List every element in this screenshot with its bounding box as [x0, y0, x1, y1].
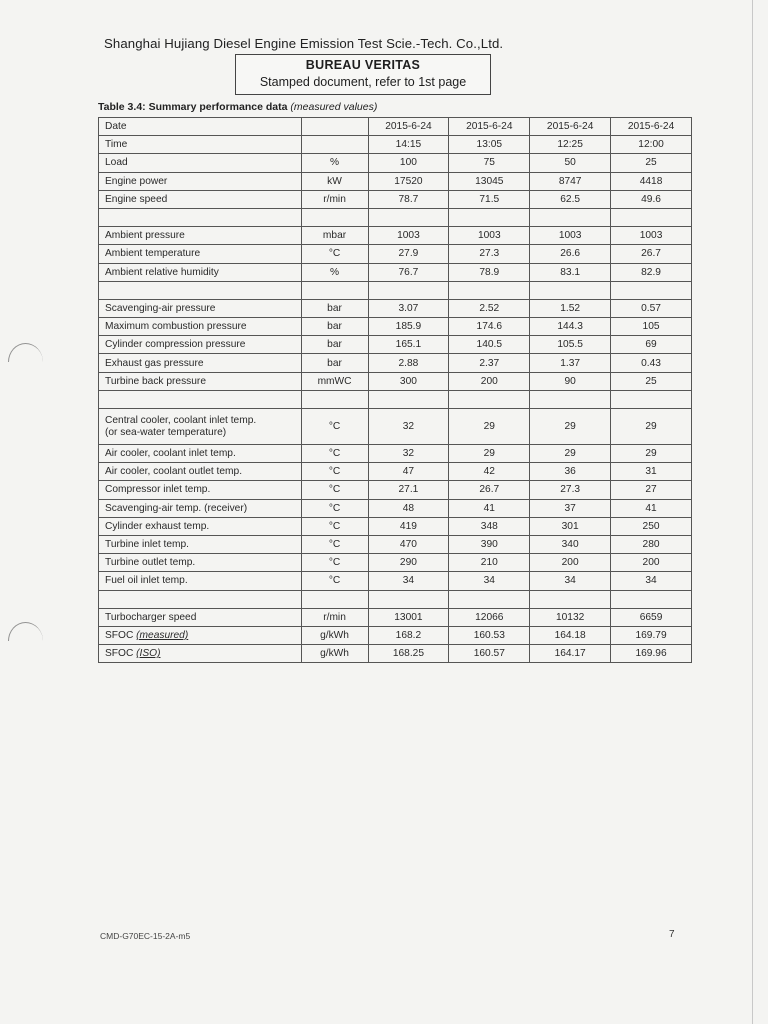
- value-cell: 10132: [530, 608, 611, 626]
- parameter-label: Time: [105, 139, 128, 151]
- value-cell: 174.6: [449, 318, 530, 336]
- value-cell: [368, 281, 449, 299]
- value-cell: 200: [611, 554, 692, 572]
- value-cell: 105: [611, 318, 692, 336]
- table-row: [99, 626, 692, 644]
- value-cell: 42: [449, 463, 530, 481]
- value-cell: 82.9: [611, 263, 692, 281]
- value-cell: 69: [611, 336, 692, 354]
- parameter-label: Central cooler, coolant inlet temp.: [105, 415, 257, 426]
- value-cell: 2.37: [449, 354, 530, 372]
- value-cell: 29: [611, 409, 692, 445]
- parameter-label: SFOC: [105, 648, 134, 660]
- value-cell: 26.6: [530, 245, 611, 263]
- parameter-cell: [99, 445, 302, 463]
- value-cell: 14:15: [368, 136, 449, 154]
- value-cell: 32: [368, 409, 449, 445]
- value-cell: [611, 208, 692, 226]
- value-cell: 83.1: [530, 263, 611, 281]
- value-cell: 32: [368, 445, 449, 463]
- value-cell: 27: [611, 481, 692, 499]
- parameter-label: Engine power: [105, 175, 168, 187]
- value-cell: 6659: [611, 608, 692, 626]
- table-row: [99, 190, 692, 208]
- parameter-label: Load: [105, 157, 128, 169]
- value-cell: 160.57: [449, 645, 530, 663]
- value-cell: [368, 208, 449, 226]
- punch-hole-mark: [8, 343, 43, 362]
- value-cell: 200: [530, 554, 611, 572]
- value-cell: 26.7: [611, 245, 692, 263]
- value-cell: [368, 390, 449, 408]
- value-cell: 41: [611, 499, 692, 517]
- unit-cell: [301, 136, 368, 154]
- table-row: [99, 517, 692, 535]
- parameter-label: Ambient temperature: [105, 248, 201, 260]
- value-cell: [611, 281, 692, 299]
- unit-cell: bar: [301, 299, 368, 317]
- document-code: CMD-G70EC-15-2A-m5: [100, 931, 191, 941]
- parameter-cell: [99, 645, 302, 663]
- unit-cell: °C: [301, 499, 368, 517]
- value-cell: 470: [368, 535, 449, 553]
- table-row: [99, 318, 692, 336]
- unit-cell: °C: [301, 245, 368, 263]
- value-cell: 1003: [449, 227, 530, 245]
- parameter-cell: [99, 227, 302, 245]
- unit-cell: g/kWh: [301, 626, 368, 644]
- value-cell: 144.3: [530, 318, 611, 336]
- table-row: [99, 590, 692, 608]
- parameter-cell: [99, 190, 302, 208]
- table-row: [99, 118, 692, 136]
- parameter-cell: [99, 299, 302, 317]
- value-cell: 105.5: [530, 336, 611, 354]
- parameter-cell: [99, 572, 302, 590]
- value-cell: [611, 590, 692, 608]
- unit-cell: °C: [301, 517, 368, 535]
- value-cell: 34: [611, 572, 692, 590]
- value-cell: 27.3: [530, 481, 611, 499]
- value-cell: [530, 390, 611, 408]
- unit-cell: mbar: [301, 227, 368, 245]
- parameter-label-line2: (or sea-water temperature): [105, 426, 227, 438]
- table-row: [99, 554, 692, 572]
- unit-cell: %: [301, 263, 368, 281]
- value-cell: 2015-6-24: [611, 118, 692, 136]
- parameter-label: Cylinder exhaust temp.: [105, 520, 210, 532]
- unit-cell: r/min: [301, 190, 368, 208]
- value-cell: 47: [368, 463, 449, 481]
- value-cell: 2.52: [449, 299, 530, 317]
- unit-cell: mmWC: [301, 372, 368, 390]
- value-cell: 34: [368, 572, 449, 590]
- value-cell: 2015-6-24: [368, 118, 449, 136]
- parameter-cell: [99, 318, 302, 336]
- table-row: [99, 390, 692, 408]
- table-row: [99, 263, 692, 281]
- unit-cell: bar: [301, 354, 368, 372]
- parameter-label: Air cooler, coolant inlet temp.: [105, 448, 236, 460]
- value-cell: 36: [530, 463, 611, 481]
- parameter-label: Turbocharger speed: [105, 611, 197, 623]
- table-row: [99, 645, 692, 663]
- value-cell: 2.88: [368, 354, 449, 372]
- value-cell: 164.18: [530, 626, 611, 644]
- value-cell: [530, 281, 611, 299]
- punch-hole-mark: [8, 622, 43, 641]
- page-edge: [752, 0, 753, 1024]
- value-cell: 27.9: [368, 245, 449, 263]
- value-cell: 13045: [449, 172, 530, 190]
- unit-cell: bar: [301, 318, 368, 336]
- stamp-title: BUREAU VERITAS: [305, 58, 421, 72]
- value-cell: 12066: [449, 608, 530, 626]
- value-cell: 0.57: [611, 299, 692, 317]
- value-cell: 390: [449, 535, 530, 553]
- unit-cell: kW: [301, 172, 368, 190]
- table-row: [99, 245, 692, 263]
- value-cell: 37: [530, 499, 611, 517]
- parameter-cell: [99, 517, 302, 535]
- table-row: [99, 227, 692, 245]
- parameter-label: Turbine inlet temp.: [105, 539, 189, 551]
- value-cell: 75: [449, 154, 530, 172]
- parameter-label: Fuel oil inlet temp.: [105, 575, 188, 587]
- parameter-label: Scavenging-air pressure: [105, 302, 216, 314]
- table-row: [99, 463, 692, 481]
- value-cell: 26.7: [449, 481, 530, 499]
- parameter-cell: [99, 535, 302, 553]
- unit-cell: %: [301, 154, 368, 172]
- unit-cell: [301, 281, 368, 299]
- value-cell: [530, 590, 611, 608]
- unit-cell: °C: [301, 481, 368, 499]
- parameter-label: Date: [105, 121, 127, 133]
- value-cell: 4418: [611, 172, 692, 190]
- unit-cell: °C: [301, 463, 368, 481]
- value-cell: 100: [368, 154, 449, 172]
- value-cell: 0.43: [611, 354, 692, 372]
- parameter-label: Air cooler, coolant outlet temp.: [105, 466, 243, 478]
- parameter-cell: [99, 263, 302, 281]
- performance-data-table: [98, 117, 692, 663]
- unit-cell: r/min: [301, 608, 368, 626]
- parameter-cell: [99, 354, 302, 372]
- parameter-note: (ISO): [136, 648, 161, 660]
- value-cell: [449, 590, 530, 608]
- value-cell: 200: [449, 372, 530, 390]
- value-cell: 348: [449, 517, 530, 535]
- table-caption: [98, 101, 377, 113]
- parameter-cell: [99, 481, 302, 499]
- parameter-cell: [99, 626, 302, 644]
- value-cell: 140.5: [449, 336, 530, 354]
- stamp-note: Stamped document, refer to 1st page: [259, 75, 467, 89]
- value-cell: [449, 390, 530, 408]
- value-cell: 29: [449, 409, 530, 445]
- parameter-cell: [99, 590, 302, 608]
- value-cell: 169.96: [611, 645, 692, 663]
- table-row: [99, 354, 692, 372]
- value-cell: 419: [368, 517, 449, 535]
- unit-cell: [301, 208, 368, 226]
- unit-cell: °C: [301, 535, 368, 553]
- value-cell: 71.5: [449, 190, 530, 208]
- parameter-cell: [99, 208, 302, 226]
- parameter-label: Engine speed: [105, 193, 168, 205]
- parameter-cell: [99, 245, 302, 263]
- table-row: [99, 154, 692, 172]
- unit-cell: °C: [301, 554, 368, 572]
- table-row: [99, 372, 692, 390]
- unit-cell: bar: [301, 336, 368, 354]
- parameter-label: Turbine outlet temp.: [105, 557, 196, 569]
- bureau-veritas-stamp: [235, 54, 491, 95]
- table-row: [99, 409, 692, 445]
- value-cell: 3.07: [368, 299, 449, 317]
- parameter-cell: [99, 136, 302, 154]
- parameter-label: Exhaust gas pressure: [105, 357, 204, 369]
- value-cell: 34: [449, 572, 530, 590]
- parameter-label: Ambient pressure: [105, 230, 185, 242]
- value-cell: 13001: [368, 608, 449, 626]
- parameter-label: SFOC: [105, 629, 134, 641]
- table-row: [99, 499, 692, 517]
- value-cell: [530, 208, 611, 226]
- value-cell: 17520: [368, 172, 449, 190]
- value-cell: 25: [611, 372, 692, 390]
- table-row: [99, 535, 692, 553]
- parameter-cell: [99, 154, 302, 172]
- value-cell: 1003: [530, 227, 611, 245]
- unit-cell: [301, 390, 368, 408]
- value-cell: 31: [611, 463, 692, 481]
- value-cell: 340: [530, 535, 611, 553]
- value-cell: 165.1: [368, 336, 449, 354]
- value-cell: 1.37: [530, 354, 611, 372]
- parameter-label: Compressor inlet temp.: [105, 484, 211, 496]
- table-body: [99, 118, 692, 663]
- value-cell: 78.7: [368, 190, 449, 208]
- unit-cell: [301, 118, 368, 136]
- parameter-cell: [99, 390, 302, 408]
- parameter-cell: [99, 336, 302, 354]
- value-cell: 168.25: [368, 645, 449, 663]
- value-cell: [611, 390, 692, 408]
- value-cell: 185.9: [368, 318, 449, 336]
- value-cell: 12:25: [530, 136, 611, 154]
- parameter-label: Ambient relative humidity: [105, 266, 219, 278]
- parameter-cell: [99, 172, 302, 190]
- unit-cell: °C: [301, 409, 368, 445]
- unit-cell: °C: [301, 572, 368, 590]
- table-row: [99, 172, 692, 190]
- value-cell: [368, 590, 449, 608]
- unit-cell: g/kWh: [301, 645, 368, 663]
- value-cell: 27.1: [368, 481, 449, 499]
- value-cell: 48: [368, 499, 449, 517]
- value-cell: 29: [530, 409, 611, 445]
- parameter-cell: [99, 554, 302, 572]
- value-cell: 29: [449, 445, 530, 463]
- value-cell: 280: [611, 535, 692, 553]
- unit-cell: °C: [301, 445, 368, 463]
- table-row: [99, 281, 692, 299]
- value-cell: 13:05: [449, 136, 530, 154]
- table-row: [99, 572, 692, 590]
- value-cell: 50: [530, 154, 611, 172]
- value-cell: [449, 281, 530, 299]
- value-cell: 25: [611, 154, 692, 172]
- company-header: Shanghai Hujiang Diesel Engine Emission Test Scie.-Tech. Co.,Ltd.: [104, 36, 504, 51]
- value-cell: 301: [530, 517, 611, 535]
- value-cell: 300: [368, 372, 449, 390]
- table-row: [99, 608, 692, 626]
- value-cell: 210: [449, 554, 530, 572]
- parameter-cell: [99, 372, 302, 390]
- parameter-label: Scavenging-air temp. (receiver): [105, 502, 248, 514]
- table-row: [99, 336, 692, 354]
- value-cell: 250: [611, 517, 692, 535]
- table-row: [99, 299, 692, 317]
- value-cell: 169.79: [611, 626, 692, 644]
- parameter-label: Cylinder compression pressure: [105, 339, 246, 351]
- parameter-cell: [99, 608, 302, 626]
- parameter-label: Maximum combustion pressure: [105, 321, 247, 333]
- value-cell: 78.9: [449, 263, 530, 281]
- value-cell: 49.6: [611, 190, 692, 208]
- value-cell: 168.2: [368, 626, 449, 644]
- value-cell: 1003: [368, 227, 449, 245]
- parameter-cell: [99, 463, 302, 481]
- value-cell: 29: [611, 445, 692, 463]
- table-row: [99, 445, 692, 463]
- value-cell: 12:00: [611, 136, 692, 154]
- value-cell: 290: [368, 554, 449, 572]
- unit-cell: [301, 590, 368, 608]
- value-cell: 2015-6-24: [530, 118, 611, 136]
- value-cell: 34: [530, 572, 611, 590]
- value-cell: 90: [530, 372, 611, 390]
- parameter-cell: [99, 281, 302, 299]
- parameter-cell: [99, 499, 302, 517]
- value-cell: 41: [449, 499, 530, 517]
- parameter-note: (measured): [136, 629, 189, 641]
- parameter-cell: [99, 118, 302, 136]
- page-number: 7: [669, 929, 675, 940]
- value-cell: 160.53: [449, 626, 530, 644]
- value-cell: 62.5: [530, 190, 611, 208]
- table-row: [99, 208, 692, 226]
- parameter-label: Turbine back pressure: [105, 375, 206, 387]
- table-caption-title: Table 3.4: Summary performance data: [98, 101, 288, 113]
- parameter-cell: [99, 409, 302, 445]
- value-cell: [449, 208, 530, 226]
- value-cell: 1.52: [530, 299, 611, 317]
- table-row: [99, 481, 692, 499]
- value-cell: 27.3: [449, 245, 530, 263]
- value-cell: 29: [530, 445, 611, 463]
- table-caption-note: (measured values): [290, 101, 378, 113]
- value-cell: 8747: [530, 172, 611, 190]
- value-cell: 164.17: [530, 645, 611, 663]
- value-cell: 2015-6-24: [449, 118, 530, 136]
- value-cell: 76.7: [368, 263, 449, 281]
- table-row: [99, 136, 692, 154]
- value-cell: 1003: [611, 227, 692, 245]
